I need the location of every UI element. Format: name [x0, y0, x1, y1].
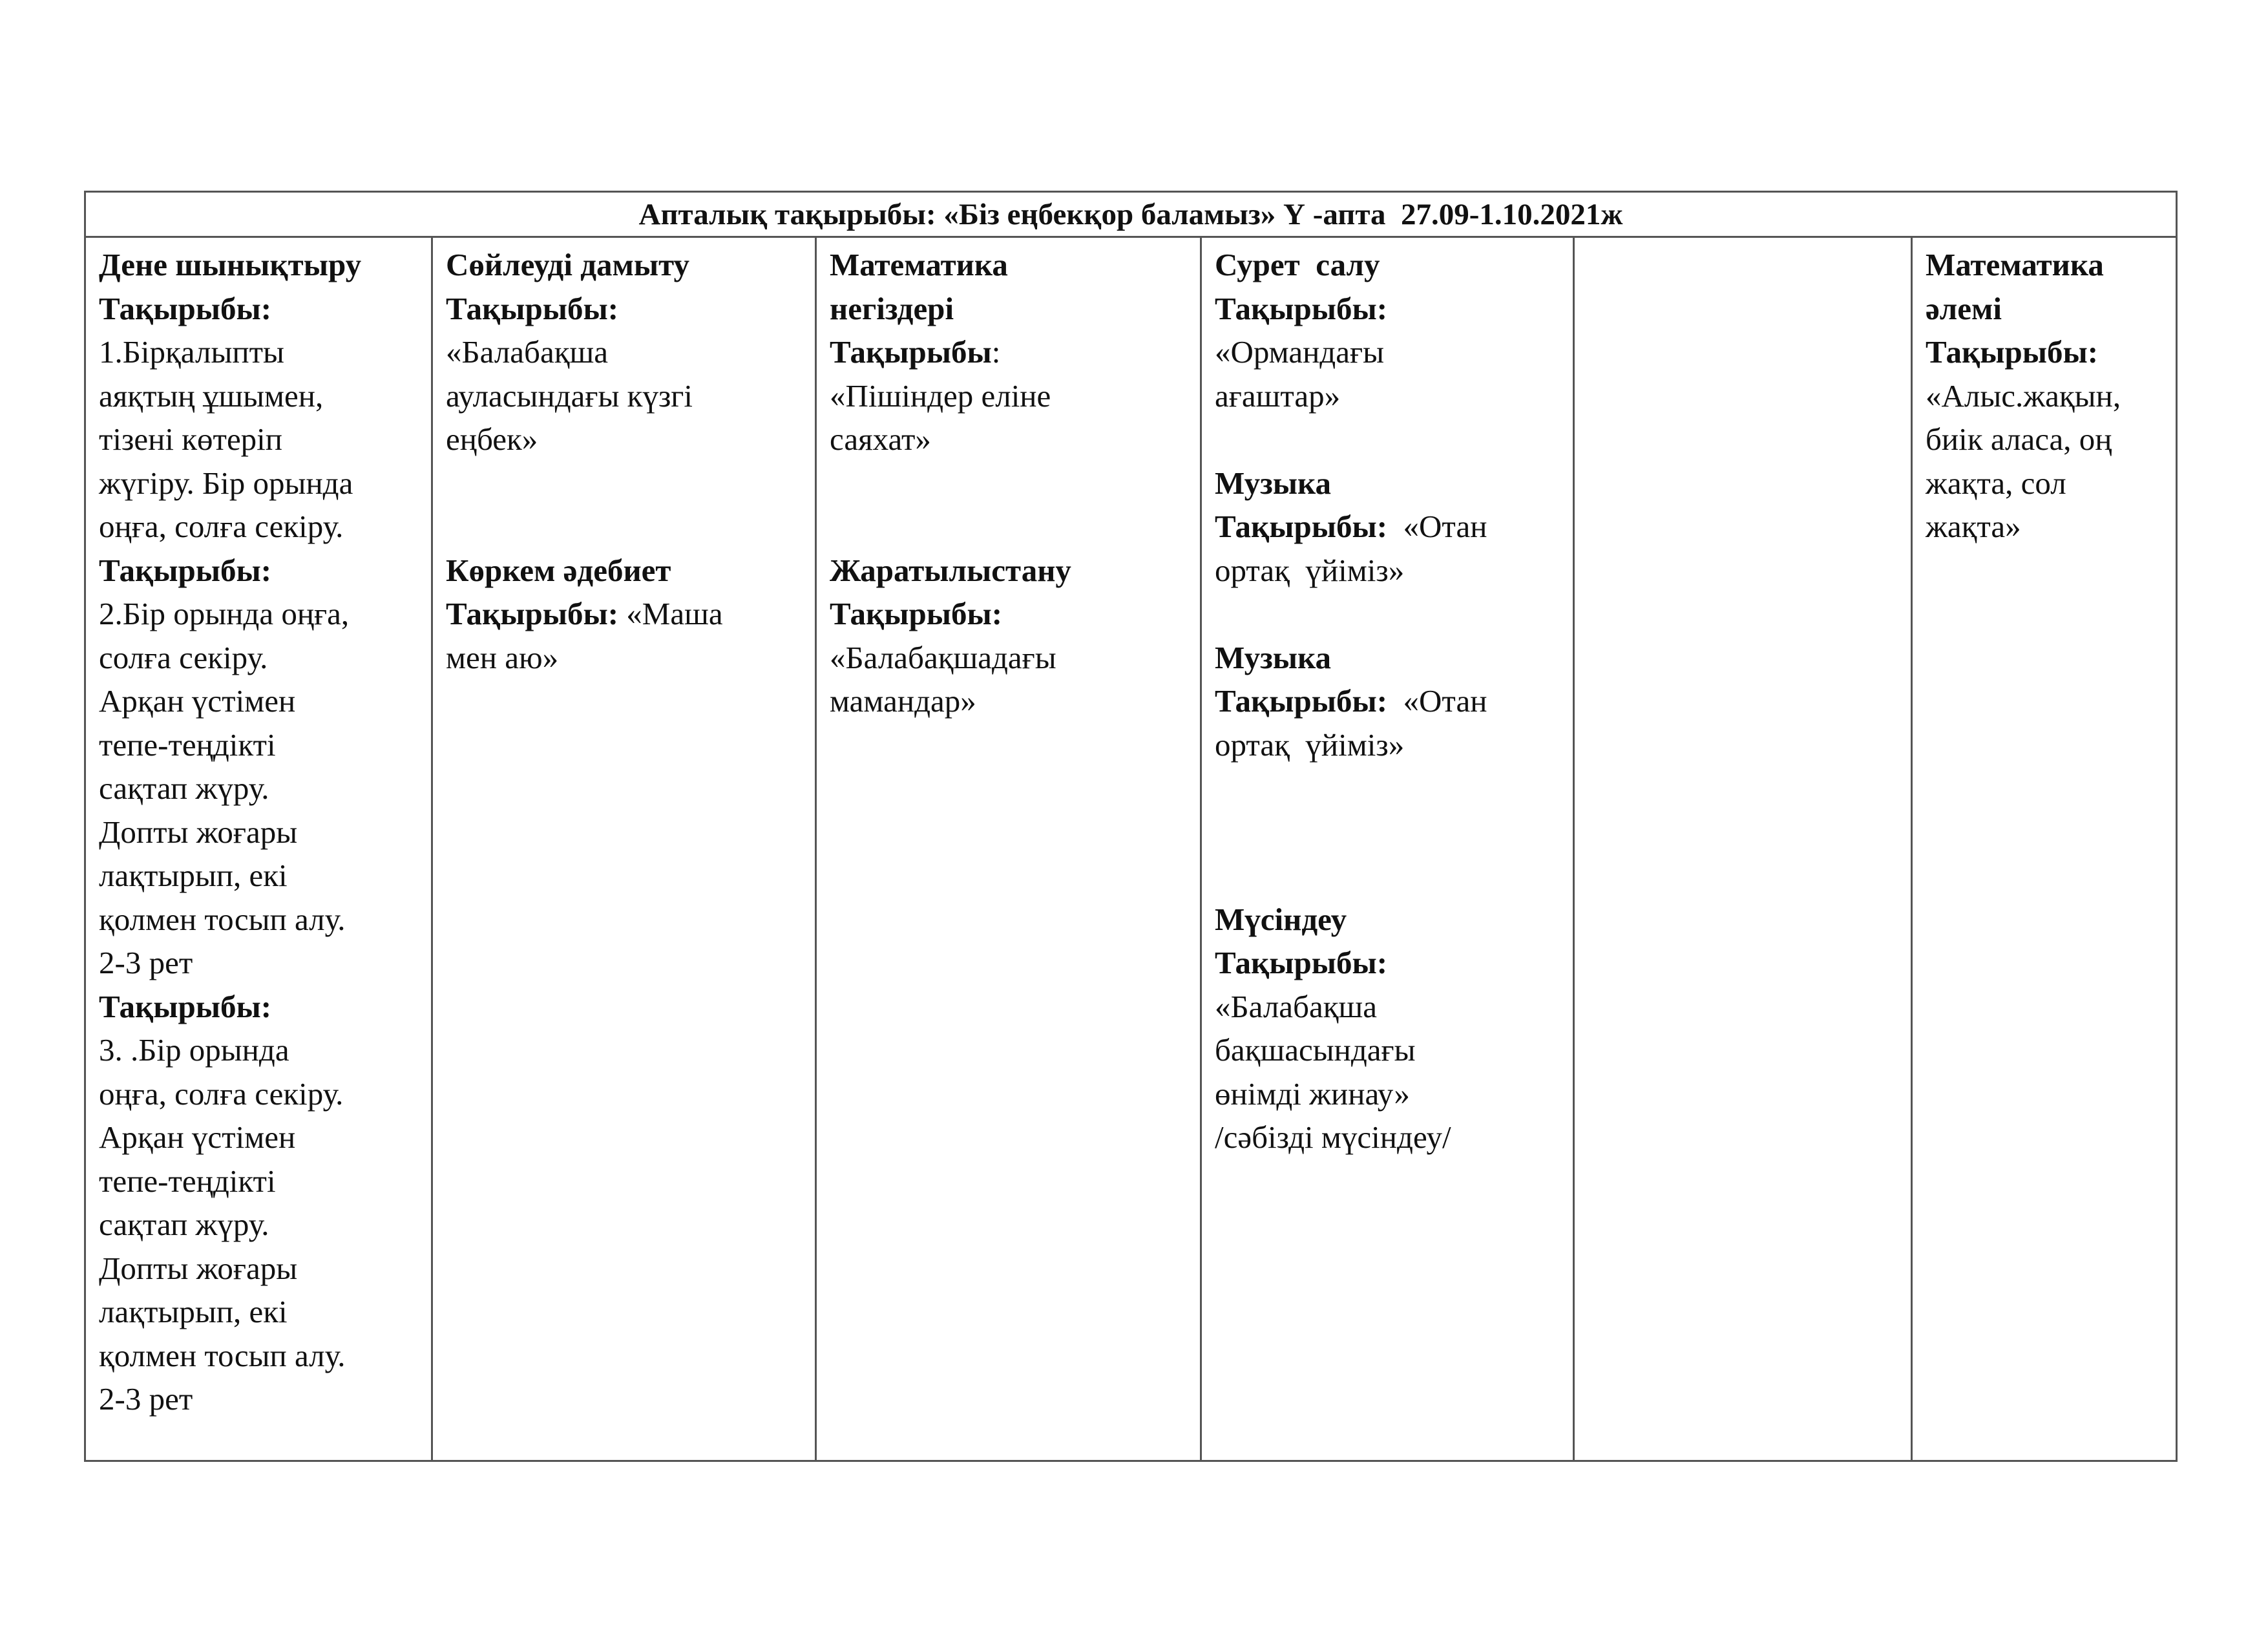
topic-text-line: 2-3 рет	[99, 945, 193, 980]
subject-title: Мүсіндеу	[1215, 901, 1347, 937]
topic-label: Тақырыбы:	[1215, 290, 1388, 326]
topic-text-line: оңға, солға секіру.	[99, 1075, 344, 1112]
topic-text-line: ағаштар»	[1215, 377, 1341, 414]
topic-text-line: Арқан үстімен	[99, 683, 296, 719]
topic-label: Тақырыбы:	[1926, 334, 2099, 370]
topic-text-line: Допты жоғары	[99, 1250, 298, 1286]
topic-label: Тақырыбы:	[446, 290, 619, 326]
subject-title: Математика	[830, 247, 1008, 282]
column-math-basics	[817, 238, 1202, 1460]
subject-title: Музыка	[1215, 639, 1332, 675]
topic-text-line: саяхат»	[830, 421, 931, 457]
topic-text-line: сақтап жүру.	[99, 770, 269, 806]
topic-text-line: аяқтың ұшымен,	[99, 377, 324, 414]
column-empty	[1575, 238, 1913, 1460]
column-drawing-music	[1202, 238, 1575, 1460]
topic-text-line: еңбек»	[446, 421, 538, 457]
topic-text-line: Арқан үстімен	[99, 1119, 296, 1155]
topic-text-line: тізені көтеріп	[99, 421, 283, 457]
topic-text-line: қолмен тосып алу.	[99, 1337, 346, 1373]
topic-label: Тақырыбы:	[830, 596, 1003, 631]
topic-text-line: мамандар»	[830, 683, 976, 719]
topic-text-line: «Балабақша	[1215, 988, 1377, 1024]
topic-text-line: жүгіру. Бір орында	[99, 465, 353, 501]
topic-text-inline: «Маша	[618, 596, 723, 631]
topic-label: Тақырыбы:	[446, 596, 619, 631]
topic-text-line: «Пішіндер еліне	[830, 377, 1051, 414]
subject-title: Сурет салу	[1215, 247, 1380, 282]
topic-text-line: 3. .Бір орында	[99, 1032, 289, 1068]
topic-text-line: ортақ үйіміз»	[1215, 552, 1405, 588]
topic-text-line: «Ормандағы	[1215, 334, 1384, 370]
column-physical-education	[86, 238, 433, 1460]
weekly-plan-table	[84, 191, 2178, 1462]
subject-title: Жаратылыстану	[830, 552, 1071, 588]
topic-text-line: сақтап жүру.	[99, 1207, 269, 1242]
table-title: Апталық тақырыбы: «Біз еңбекқор баламыз» Ү -апта 27.09-1.10.2021ж	[86, 193, 2176, 238]
subject-title: Сөйлеуді дамыту	[446, 247, 690, 282]
topic-text-line: лақтырып, екі	[99, 1294, 288, 1329]
topic-text-line: жақта, сол	[1926, 465, 2066, 501]
topic-text-line: өнімді жинау»	[1215, 1075, 1410, 1112]
subject-title: Математика	[1926, 247, 2104, 282]
topic-text-line: /сәбізді мүсіндеу/	[1215, 1119, 1451, 1155]
subject-title: әлемі	[1926, 290, 2002, 326]
topic-line	[1215, 505, 1564, 549]
topic-text-line: тепе-теңдікті	[99, 1163, 276, 1199]
topic-text-line: жақта»	[1926, 509, 2021, 544]
topic-text-line: мен аю»	[446, 639, 559, 675]
spacer	[1215, 766, 1564, 854]
topic-text-line: Допты жоғары	[99, 814, 298, 850]
topic-line	[1215, 679, 1564, 723]
spacer	[1215, 854, 1564, 898]
topic-text-line: 1.Бірқалыпты	[99, 334, 284, 370]
topic-line	[446, 592, 806, 636]
subject-title: негіздері	[830, 290, 954, 326]
subject-title: Дене шынықтыру	[99, 247, 362, 282]
subject-title: Музыка	[1215, 465, 1332, 501]
topic-text-line: «Балабақшадағы	[830, 639, 1056, 675]
topic-text-inline: «Отан	[1387, 683, 1487, 719]
spacer	[830, 461, 1191, 549]
subject-title: Көркем әдебиет	[446, 552, 671, 588]
spacer	[1215, 417, 1564, 461]
column-speech-development	[433, 238, 817, 1460]
spacer	[446, 461, 806, 549]
topic-text-line: «Алыс.жақын,	[1926, 377, 2121, 414]
spacer	[1215, 592, 1564, 636]
topic-text-line: 2-3 рет	[99, 1381, 193, 1417]
topic-text-line: ортақ үйіміз»	[1215, 726, 1405, 763]
topic-label: Тақырыбы:	[1215, 509, 1388, 544]
topic-line	[830, 330, 1191, 374]
topic-text-line: «Балабақша	[446, 334, 608, 370]
topic-text-inline: «Отан	[1387, 509, 1487, 544]
topic-label: Тақырыбы:	[1215, 683, 1388, 719]
topic-text-line: қолмен тосып алу.	[99, 901, 346, 937]
column-math-world	[1913, 238, 2179, 1460]
topic-text-line: бақшасындағы	[1215, 1032, 1416, 1068]
topic-text-line: тепе-теңдікті	[99, 726, 276, 763]
topic-label: Тақырыбы	[830, 334, 992, 370]
topic-label: Тақырыбы:	[99, 988, 272, 1024]
topic-text-line: солға секіру.	[99, 639, 268, 675]
topic-label: Тақырыбы:	[1215, 945, 1388, 980]
topic-text-line: ауласындағы күзгі	[446, 377, 693, 414]
topic-colon: :	[991, 334, 1001, 370]
topic-text-line: биік аласа, оң	[1926, 421, 2112, 457]
topic-label: Тақырыбы:	[99, 290, 272, 326]
topic-text-line: лақтырып, екі	[99, 858, 288, 893]
topic-label: Тақырыбы:	[99, 552, 272, 588]
topic-text-line: оңға, солға секіру.	[99, 509, 344, 544]
topic-text-line: 2.Бір орында оңға,	[99, 596, 350, 631]
